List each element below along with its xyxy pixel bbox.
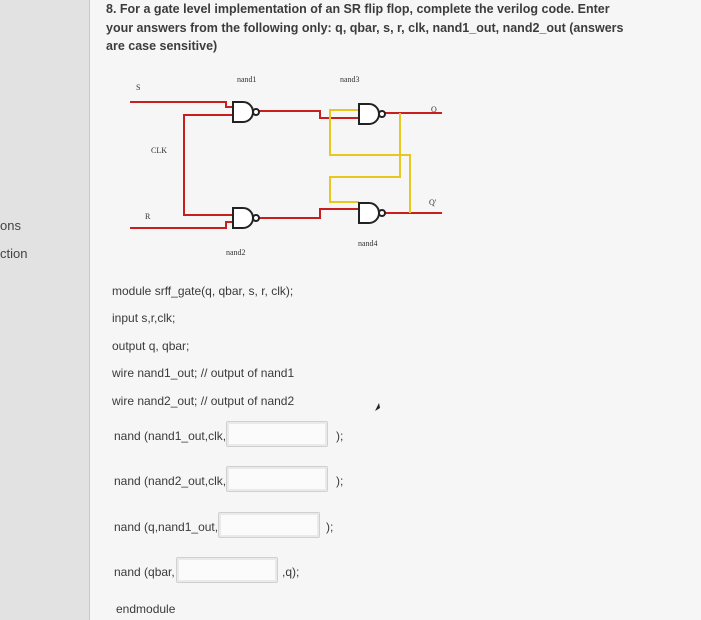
nand3-gate xyxy=(359,104,379,124)
nand1-gate xyxy=(233,102,253,122)
q-feedback-wire xyxy=(330,113,400,202)
answer-2-input[interactable] xyxy=(226,466,328,492)
code-input-line: input s,r,clk; xyxy=(112,311,176,325)
answer-3-suffix: ); xyxy=(326,520,334,534)
answer-row-3 xyxy=(114,512,454,542)
answer-row-4 xyxy=(114,557,454,587)
sr-flip-flop-diagram xyxy=(130,75,490,257)
qbar-label: Q' xyxy=(429,198,437,207)
code-endmodule-line: endmodule xyxy=(116,602,176,616)
left-sidebar xyxy=(0,0,89,620)
code-wire2-line: wire nand2_out; // output of nand2 xyxy=(112,394,295,408)
r-label: R xyxy=(145,212,151,221)
answer-2-prefix: nand (nand2_out,clk, xyxy=(114,474,227,488)
code-wire1-line: wire nand1_out; // output of nand1 xyxy=(112,366,295,380)
r-wire xyxy=(130,222,233,228)
clk-wire-bottom xyxy=(184,163,233,215)
answer-2-suffix: ); xyxy=(336,474,344,488)
nand2-bubble xyxy=(253,215,259,221)
nand3-label: nand3 xyxy=(340,75,360,84)
nand4-bubble xyxy=(379,210,385,216)
answer-1-suffix: ); xyxy=(336,429,344,443)
code-module-line: module srff_gate(q, qbar, s, r, clk); xyxy=(112,284,294,298)
nand2-gate xyxy=(233,208,253,228)
answer-3-prefix: nand (q,nand1_out, xyxy=(114,520,219,534)
question-card xyxy=(89,0,701,620)
nand3-bubble xyxy=(379,111,385,117)
answer-4-suffix: ,q); xyxy=(282,565,300,579)
answer-4-prefix: nand (qbar, xyxy=(114,565,175,579)
mouse-cursor-icon xyxy=(374,402,384,412)
clk-label: CLK xyxy=(151,146,167,155)
answer-1-input[interactable] xyxy=(226,421,328,447)
sidebar-item-1[interactable]: ons xyxy=(0,218,21,233)
qbar-feedback-wire xyxy=(330,110,410,213)
code-output-line: output q, qbar; xyxy=(112,339,190,353)
answer-4-input[interactable] xyxy=(176,557,278,583)
answer-3-input[interactable] xyxy=(218,512,320,538)
sidebar-item-2[interactable]: ction xyxy=(0,246,28,261)
answer-row-1 xyxy=(114,421,454,451)
nand4-gate xyxy=(359,203,379,223)
nand4-label: nand4 xyxy=(358,239,378,248)
nand2-out-wire xyxy=(258,209,359,218)
q-label: Q xyxy=(431,105,437,114)
answer-1-prefix: nand (nand1_out,clk, xyxy=(114,429,227,443)
clk-wire-top xyxy=(184,115,233,163)
nand1-out-wire xyxy=(258,111,359,118)
nand2-label: nand2 xyxy=(226,248,246,257)
question-text: 8. For a gate level implementation of an SR flip flop, complete the verilog code. Enter your answers from the following only: q, qbar, s, r, clk, nand1_out, nand2_out (answers are case sensitive) xyxy=(106,2,624,53)
s-label: S xyxy=(136,83,141,92)
nand1-label: nand1 xyxy=(237,75,257,84)
nand1-bubble xyxy=(253,109,259,115)
s-wire xyxy=(130,102,233,107)
answer-row-2 xyxy=(114,466,454,496)
